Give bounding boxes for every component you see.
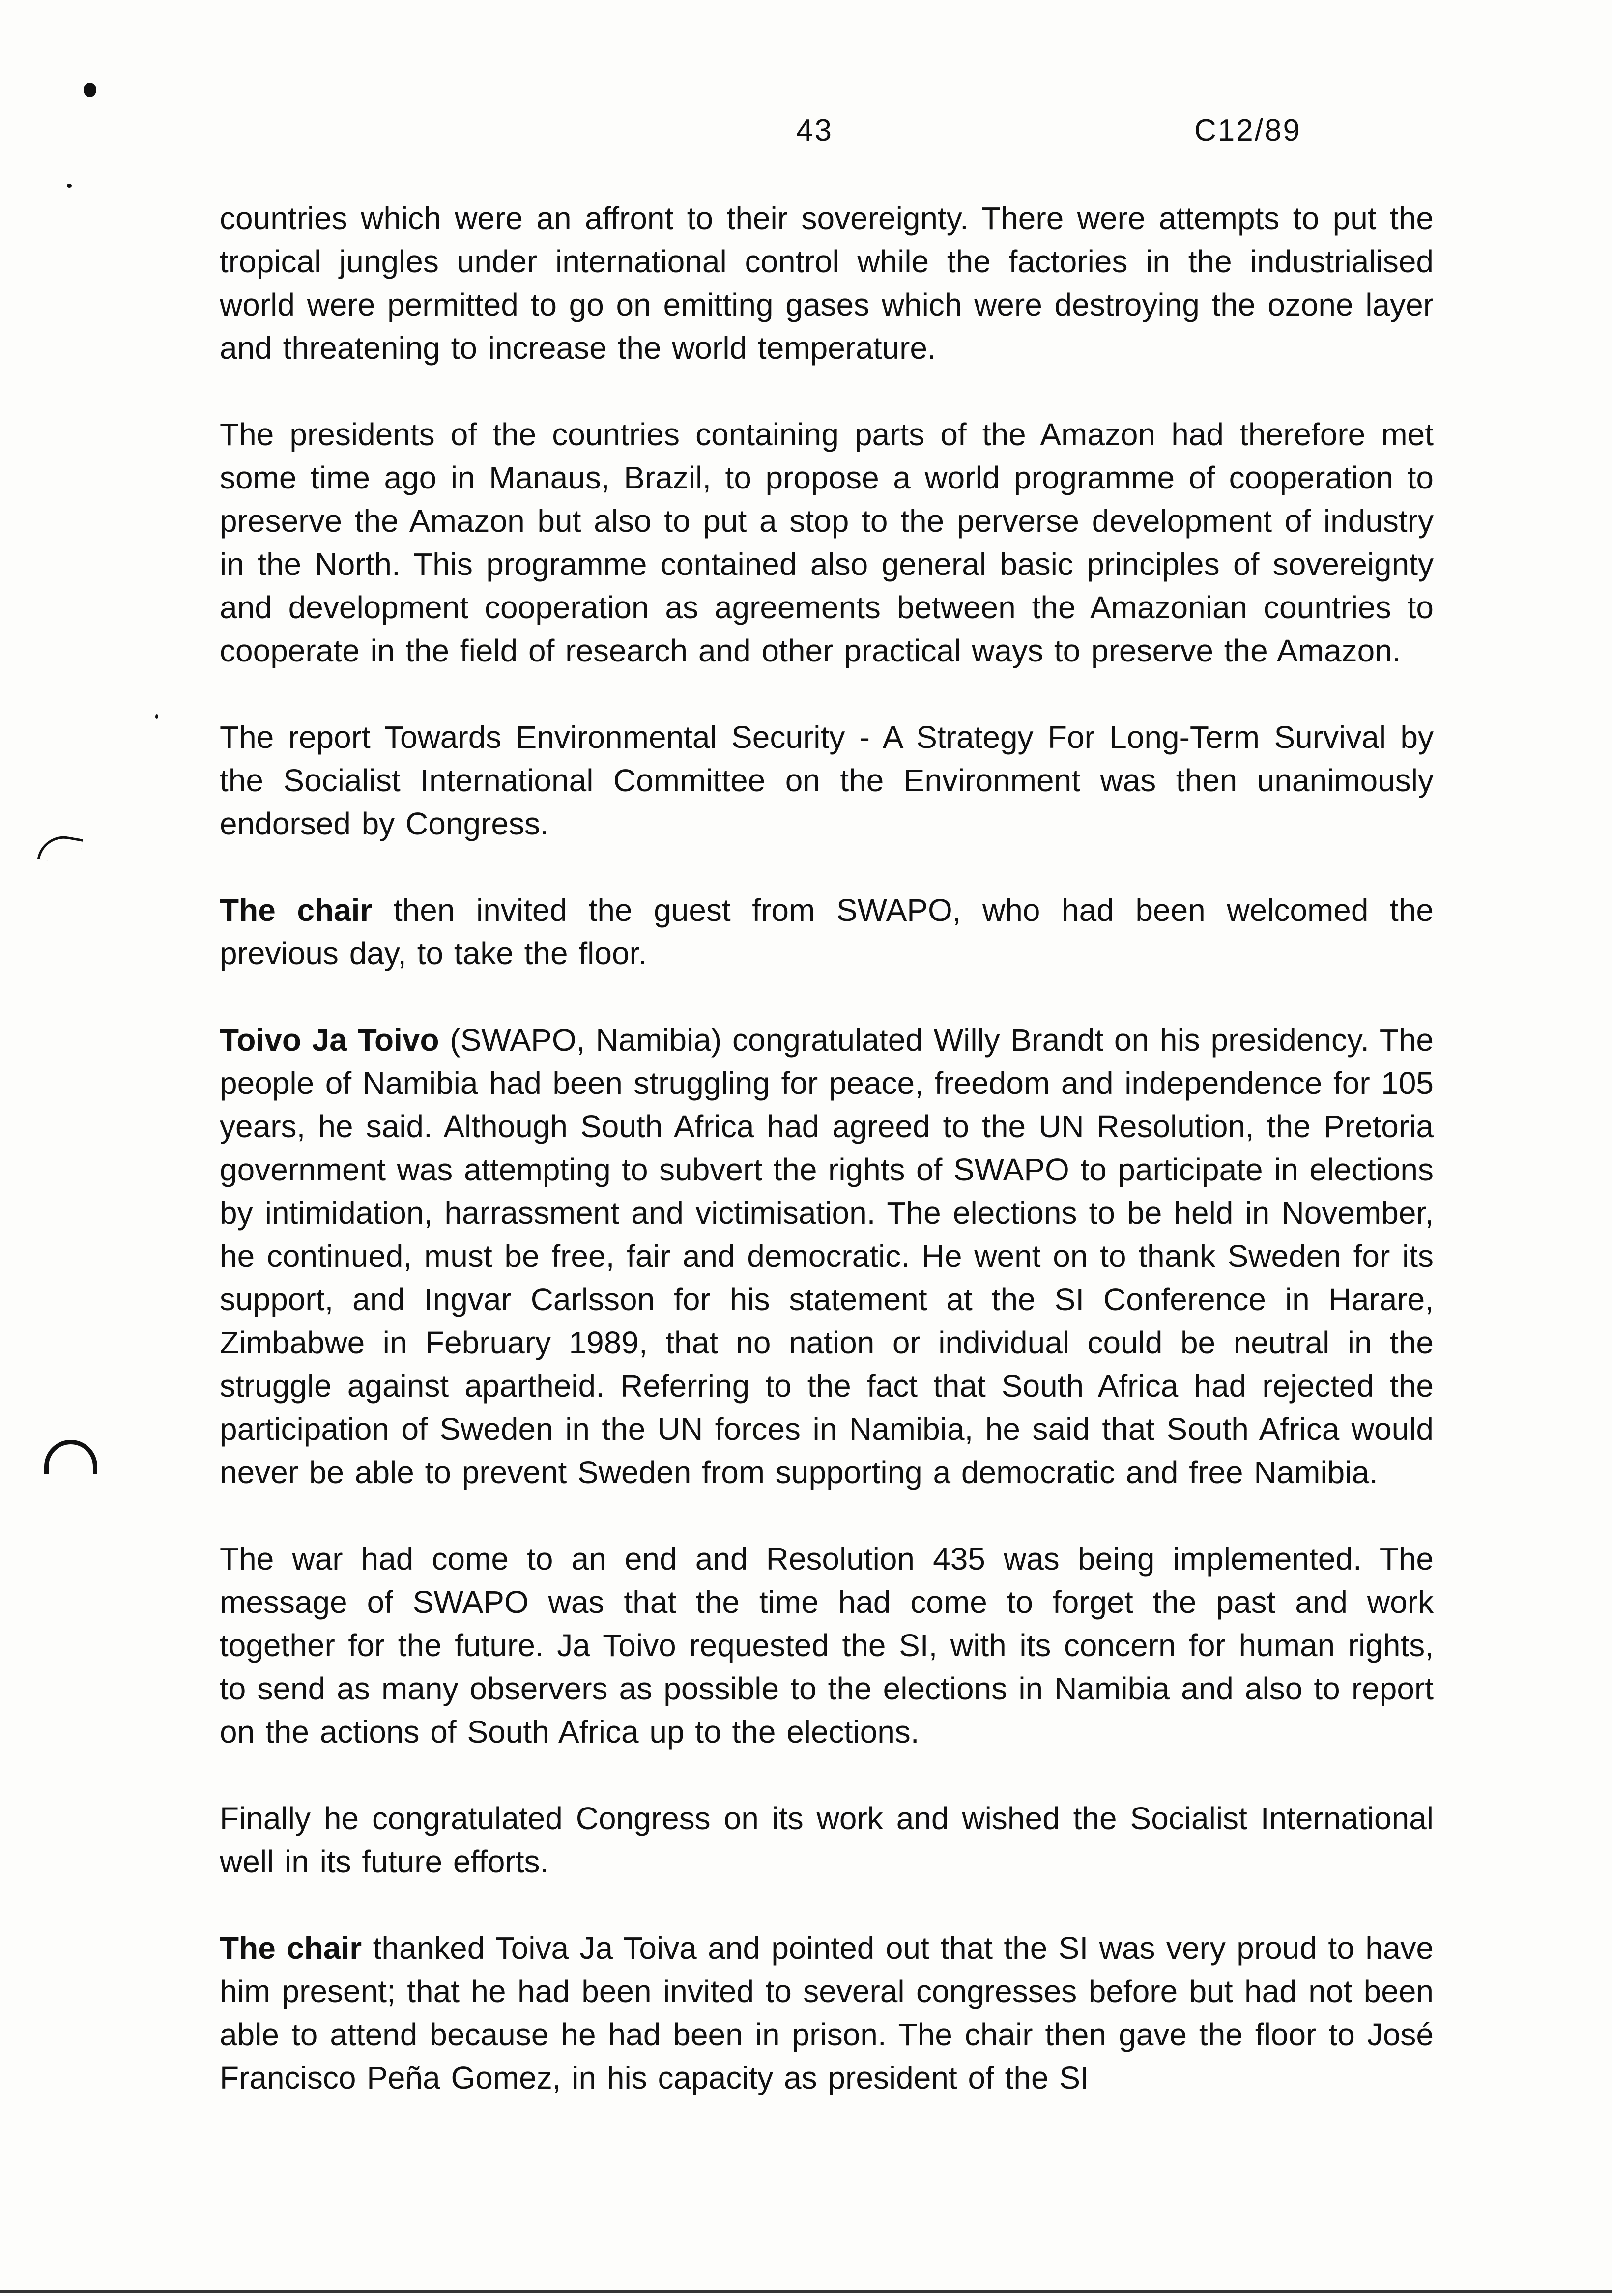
paragraph-text: countries which were an affront to their sovereignty. There were attempts to put the tropical jungles under international control while the factories in the industrialised world were permitted to go on emitting gases which were destroying the ozone layer and threatening to increase the world temperature. [220,201,1434,366]
paragraph-text: The presidents of the countries containing parts of the Amazon had therefore met some time ago in Manaus, Brazil, to propose a world programme of cooperation to preserve the Amazon but also to put a stop to the perverse development of industry in the North. This programme contained also general basic principles of sovereignty and development cooperation as agreements between the Amazonian countries to cooperate in the field of research and other practical ways to preserve the Amazon. [220,417,1434,668]
page-number: 43 [796,114,833,147]
paragraph [220,413,1434,672]
paragraph-text: (SWAPO, Namibia) congratulated Willy Brandt on his presidency. The people of Namibia had been struggling for peace, freedom and independence for 105 years, he said. Although South Africa had agreed to the UN Resolution, the Pretoria government was attempting to subvert the rights of SWAPO to participate in elections by intimidation, harrassment and victimisation. The elections to be held in November, he continued, must be free, fair and democratic. He went on to thank Sweden for its support, and Ingvar Carlsson for his statement at the SI Conference in Harare, Zimbabwe in February 1989, that no nation or individual could be neutral in the struggle against apartheid. Referring to the fact that South Africa had rejected the participation of Sweden in the UN forces in Namibia, he said that South Africa would never be able to prevent Sweden from supporting a democratic and free Namibia. [220,1022,1434,1490]
paragraph [220,716,1434,845]
document-reference: C12/89 [1194,114,1301,147]
scan-speck [155,714,158,719]
paragraph [220,1018,1434,1494]
punch-hole-mark [84,83,96,97]
paragraph-text: then invited the guest from SWAPO, who had been welcomed the previous day, to take the floor. [220,892,1434,971]
paragraph [220,1797,1434,1883]
paragraph-text: The report Towards Environmental Security - A Strategy For Long-Term Survival by the Socialist International Committee on the Environment was then unanimously endorsed by Congress. [220,719,1434,841]
speaker-name: Toivo Ja Toivo [220,1022,439,1058]
paragraph [220,1926,1434,2099]
paragraph [220,889,1434,975]
speaker-name: The chair [220,892,373,928]
margin-pencil-mark [37,832,83,866]
paragraph-text: thanked Toiva Ja Toiva and pointed out that the SI was very proud to have him present; that he had been invited to several congresses before but had not been able to attend because he had been in prison. The chair then gave the floor to José Francisco Peña Gomez, in his capacity as president of the SI [220,1930,1434,2095]
speaker-name: The chair [220,1930,362,1966]
document-body [220,197,1434,2143]
paragraph [220,1537,1434,1753]
paragraph-text: The war had come to an end and Resolution 435 was being implemented. The message of SWAPO was that the time had come to forget the past and work together for the future. Ja Toivo requested the SI, with its concern for human rights, to send as many observers as possible to the elections in Namibia and also to report on the actions of South Africa up to the elections. [220,1541,1434,1750]
page-header [0,113,1612,152]
paragraph-text: Finally he congratulated Congress on its work and wished the Socialist International well in its future efforts. [220,1801,1434,1879]
margin-pencil-mark [44,1440,97,1474]
scan-speck [67,184,72,188]
page-bottom-edge [0,2290,1612,2293]
paragraph [220,197,1434,370]
